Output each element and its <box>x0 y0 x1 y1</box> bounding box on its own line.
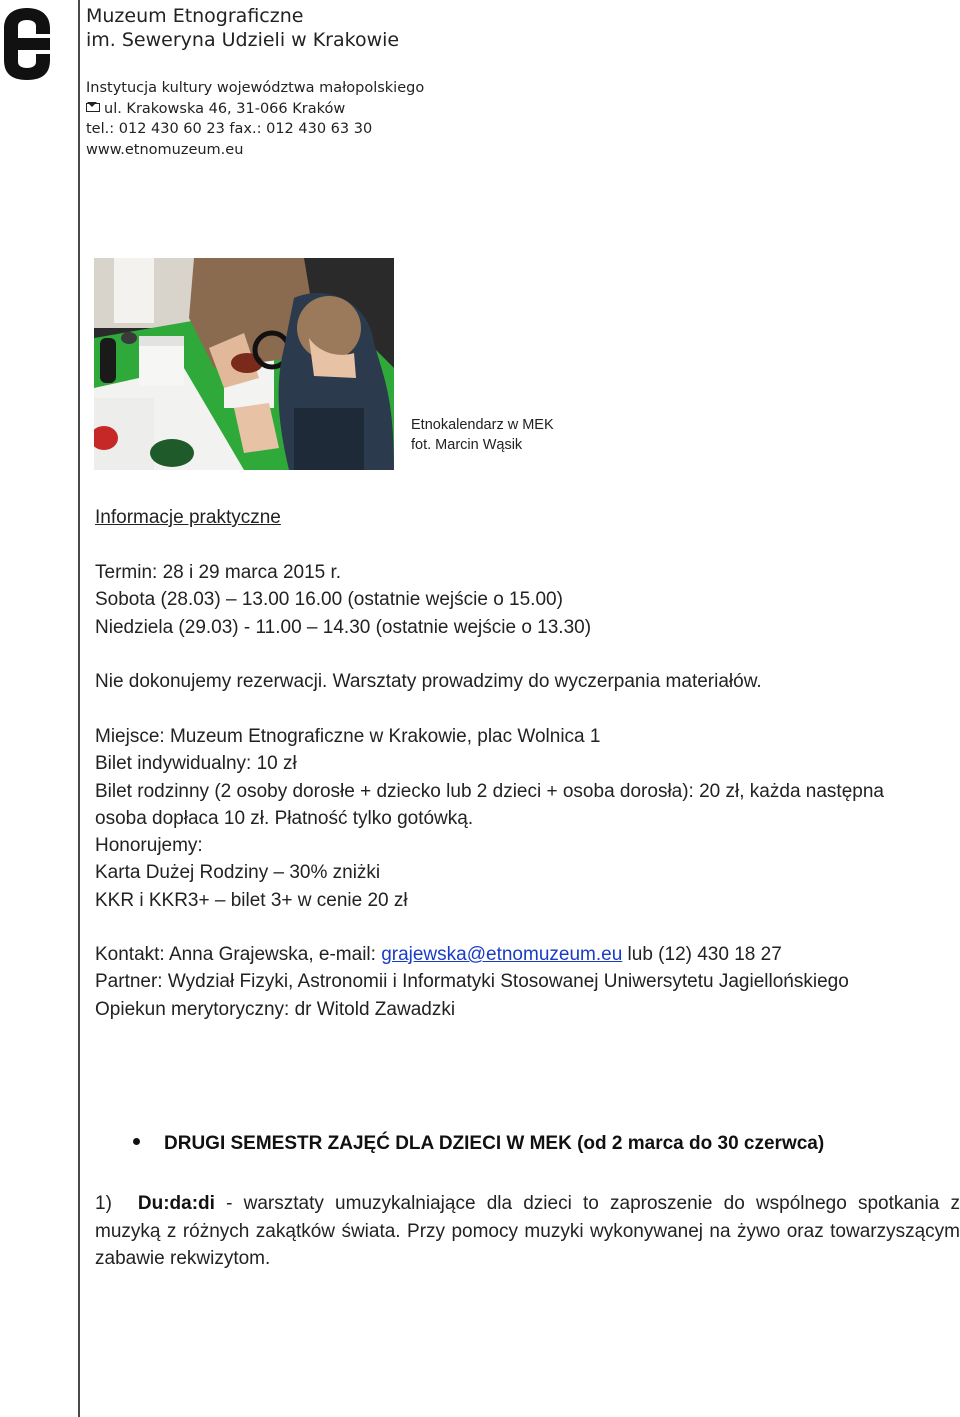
sobota-line: Sobota (28.03) – 13.00 16.00 (ostatnie wejście o 15.00) <box>95 589 563 611</box>
email-link[interactable]: grajewska@etnomuzeum.eu <box>381 944 623 965</box>
photo-caption <box>411 415 554 455</box>
partner-line: Partner: Wydział Fizyki, Astronomii i Informatyki Stosowanej Uniwersytetu Jagiellońskiego <box>95 971 849 993</box>
schedule-block <box>95 559 960 641</box>
honorujemy-line: Honorujemy: <box>95 835 203 857</box>
address-text: ul. Krakowska 46, 31-066 Kraków <box>104 100 346 117</box>
pricing-block <box>95 723 960 914</box>
kkr-line: KKR i KKR3+ – bilet 3+ w cenie 20 zł <box>95 889 408 911</box>
termin-line: Termin: 28 i 29 marca 2015 r. <box>95 562 342 583</box>
bullet-icon <box>133 1138 140 1145</box>
website-line: www.etnomuzeum.eu <box>86 141 244 158</box>
karta-line: Karta Dużej Rodziny – 30% zniżki <box>95 862 381 884</box>
semester-bullet <box>133 1133 824 1155</box>
miejsce-line: Miejsce: Muzeum Etnograficzne w Krakowie, plac Wolnica 1 <box>95 726 601 747</box>
kontakt-line <box>95 941 960 968</box>
opiekun-line: Opiekun merytoryczny: dr Witold Zawadzki <box>95 998 456 1020</box>
info-heading-block <box>95 504 960 531</box>
museum-name <box>86 4 399 52</box>
workshop-photo <box>94 258 394 470</box>
bilet-indywidualny-line: Bilet indywidualny: 10 zł <box>95 753 297 775</box>
caption-credit: fot. Marcin Wąsik <box>411 437 523 453</box>
item-description: - warsztaty umuzykalniające dla dzieci to zaproszenie do wspólnego spotkania z muzyką z różnych zakątków świata. Przy pomocy muzyki wykonywanej na żywo oraz towarzyszącym zabawie rekwizytom. <box>95 1193 960 1269</box>
museum-name-line2: im. Seweryna Udzieli w Krakowie <box>86 29 400 51</box>
item-number: 1) <box>95 1193 112 1214</box>
reservation-block <box>95 668 960 695</box>
contact-block <box>95 941 960 1023</box>
caption-title: Etnokalendarz w MEK <box>411 417 554 433</box>
workshop-item <box>95 1190 960 1273</box>
envelope-icon <box>86 103 100 112</box>
bilet-rodzinny-line-1: Bilet rodzinny (2 osoby dorosłe + dziecko lub 2 dzieci + osoba dorosła): 20 zł, każda następna <box>95 780 884 802</box>
museum-logo-icon <box>2 6 52 82</box>
margin-rule <box>78 0 80 1417</box>
info-heading: Informacje praktyczne <box>95 507 281 528</box>
item-title: Du:da:di <box>137 1193 215 1214</box>
institution-line: Instytucja kultury województwa małopolskiego <box>86 80 425 96</box>
reservation-line: Nie dokonujemy rezerwacji. Warsztaty prowadzimy do wyczerpania materiałów. <box>95 671 762 692</box>
niedziela-line: Niedziela (29.03) - 11.00 – 14.30 (ostatnie wejście o 13.30) <box>95 616 592 638</box>
semester-title: DRUGI SEMESTR ZAJĘĆ DLA DZIECI W MEK (od 2 marca do 30 czerwca) <box>164 1133 825 1154</box>
bilet-rodzinny-line-2: osoba dopłaca 10 zł. Płatność tylko gotówką. <box>95 807 474 829</box>
kontakt-suffix: lub (12) 430 18 27 <box>622 944 782 965</box>
address-line <box>86 99 424 120</box>
phone-line: tel.: 012 430 60 23 fax.: 012 430 63 30 <box>86 121 373 137</box>
museum-contact-block <box>86 78 424 160</box>
kontakt-prefix: Kontakt: Anna Grajewska, e-mail: <box>95 944 382 965</box>
museum-name-line1: Muzeum Etnograficzne <box>86 5 304 27</box>
